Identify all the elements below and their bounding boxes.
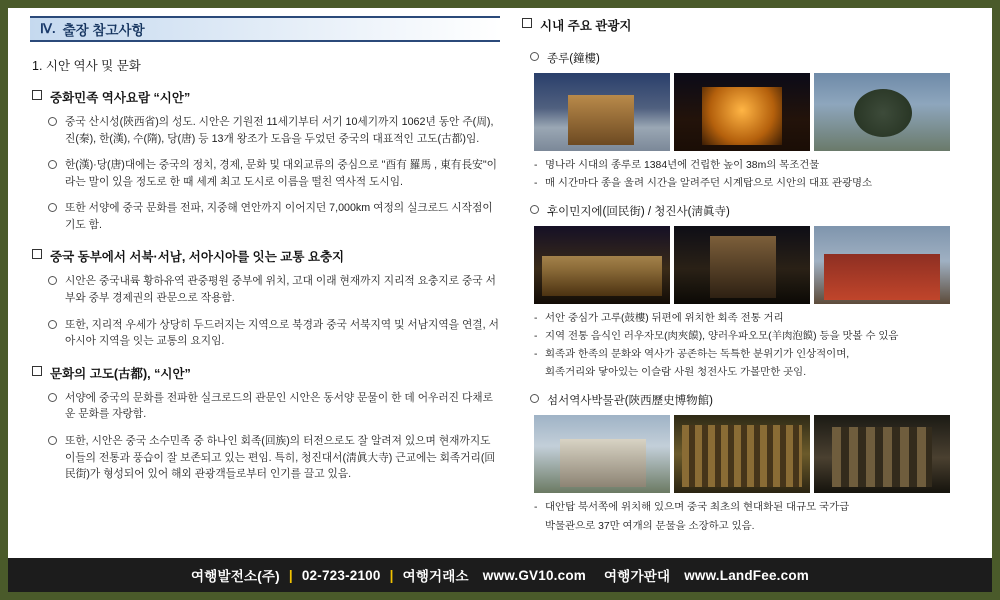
footer-separator: | [288, 567, 293, 583]
dash-bullet-icon [534, 365, 545, 380]
attraction-note [534, 158, 982, 173]
square-bullet-icon [32, 249, 42, 259]
attractions-heading [522, 16, 982, 34]
dash-bullet-icon [534, 519, 545, 534]
museum-building-photo [534, 415, 670, 493]
list-item-text: 또한, 지리적 우세가 상당히 두드러지는 지역으로 북경과 중국 서북지역 및 서남지역을 연결, 서아시아 지역을 잇는 교통의 요지임. [65, 318, 499, 348]
attractions-heading-label: 시내 주요 관광지 [540, 19, 632, 33]
list-item-text: 또한 서양에 중국 문화를 전파, 지중해 연안까지 이어지던 7,000km 여정의 실크로드 시작점이기도 함. [65, 202, 493, 231]
attraction-title-label: 후이민지에(回民街) / 청진사(淸眞寺) [547, 206, 730, 219]
bell-tower-aerial-photo [814, 73, 950, 151]
circle-bullet-icon [48, 320, 57, 329]
group-heading-3-label: 문화의 고도(古都), “시안” [50, 366, 191, 381]
attraction-photo-row [534, 415, 982, 493]
museum-exhibit-photo [814, 415, 950, 493]
dash-bullet-icon: - [534, 178, 538, 190]
attraction-title [530, 392, 982, 408]
attraction-note [534, 329, 982, 344]
great-mosque-pagoda-photo [674, 226, 810, 304]
page-subheading: 1. 시안 역사 및 문화 [32, 59, 141, 73]
square-bullet-icon [32, 366, 42, 376]
bell-tower-night-photo [674, 73, 810, 151]
dash-bullet-icon: - [534, 502, 538, 514]
list-item [48, 390, 500, 423]
dash-bullet-icon: - [534, 313, 538, 325]
attraction-note [534, 176, 982, 191]
list-item [48, 433, 500, 483]
section-title: 출장 참고사항 [62, 23, 145, 38]
footer-separator: | [389, 567, 394, 583]
terracotta-warriors-photo [674, 415, 810, 493]
attraction-note [534, 365, 982, 380]
footer-url-2[interactable]: www.LandFee.com [684, 567, 809, 583]
attraction-note-text: 매 시간마다 종을 울려 시간을 알려주던 시계탑으로 시안의 대표 관광명소 [545, 178, 873, 190]
circle-bullet-icon [530, 52, 539, 61]
list-item-text: 서양에 중국의 문화를 전파한 실크로드의 관문인 시안은 동서양 문물이 한 데 어우러진 다채로운 문화를 자랑함. [65, 391, 493, 421]
group-heading-2-label: 중국 동부에서 서북·서남, 서아시아를 잇는 교통 요충지 [50, 250, 345, 265]
dash-bullet-icon: - [534, 331, 538, 343]
circle-bullet-icon [48, 160, 57, 169]
muslim-street-photo [534, 226, 670, 304]
attraction-title-label: 섬서역사박물관(陝西歷史博物館) [547, 395, 713, 408]
mosque-gate-photo [814, 226, 950, 304]
footer-company: 여행발전소(주) [191, 569, 280, 584]
attraction-note [534, 311, 982, 326]
footer-label-2: 여행가판대 [603, 569, 671, 584]
attraction-note-text: 회족과 한족의 문화와 역사가 공존하는 독특한 분위기가 인상적이며, [545, 349, 850, 361]
attraction-title [530, 203, 982, 219]
attraction-item [520, 392, 982, 533]
attraction-note [534, 347, 982, 362]
attraction-note-text: 지역 전통 음식인 러우자모(肉夾饃), 양러우파오모(羊肉泡饃) 등을 맛볼 수 있음 [545, 331, 899, 343]
footer-url-1[interactable]: www.GV10.com [482, 567, 586, 583]
footer-phone: 02-723-2100 [301, 567, 381, 583]
square-bullet-icon [32, 90, 42, 100]
attraction-note [534, 519, 982, 534]
right-column [520, 16, 982, 562]
section-header-bar [30, 16, 500, 42]
circle-bullet-icon [48, 276, 57, 285]
attraction-photo-row [534, 73, 982, 151]
attraction-title-label: 종루(鐘樓) [547, 53, 600, 65]
attraction-note-text: 서안 중심가 고루(鼓樓) 뒤편에 위치한 회족 전통 거리 [545, 313, 784, 325]
attraction-note-text: 회족거리와 닿아있는 이슬람 사원 청전사도 가볼만한 곳임. [545, 367, 807, 379]
attraction-note-text: 대안탑 북서쪽에 위치해 있으며 중국 최초의 현대화된 대규모 국가급 [545, 502, 850, 514]
circle-bullet-icon [48, 436, 57, 445]
list-item [48, 157, 500, 190]
list-item-text: 중국 산시성(陝西省)의 성도. 시안은 기원전 11세기부터 서기 10세기까지 1062년 동안 주(周), 진(秦), 한(漢), 수(隋), 당(唐) 등 13개 왕조가 도읍을 두었던 중국의 대표적인 고도(古都)임. [65, 116, 494, 145]
slide-page [8, 8, 992, 592]
square-bullet-icon [522, 18, 532, 28]
dash-bullet-icon: - [534, 349, 538, 361]
group-heading-2 [32, 247, 500, 265]
list-item-text: 한(漢)·당(唐)대에는 중국의 정치, 경제, 문화 및 대외교류의 중심으로 "酉有 羅馬 , 東有長安"이라는 말이 있을 정도로 한 때 세계 최고 도시로 이름을 떨친 역사적 도시임. [65, 159, 497, 188]
list-item [48, 273, 500, 306]
circle-bullet-icon [48, 203, 57, 212]
group-heading-1 [32, 88, 500, 106]
footer-label-1: 여행거래소 [402, 569, 469, 584]
left-column [30, 16, 500, 562]
circle-bullet-icon [530, 205, 539, 214]
group-heading-3 [32, 364, 500, 382]
bell-tower-day-photo [534, 73, 670, 151]
list-item [48, 114, 500, 147]
circle-bullet-icon [530, 394, 539, 403]
attraction-note-text: 명나라 시대의 종루로 1384년에 건립한 높이 38m의 목조건물 [545, 160, 820, 171]
attraction-title [530, 50, 982, 66]
footer-bar [8, 558, 992, 592]
attraction-photo-row [534, 226, 982, 304]
section-roman-numeral: Ⅳ. [40, 21, 56, 36]
group-heading-1-label: 중화민족 역사요람 “시안” [50, 91, 191, 105]
attraction-item [520, 50, 982, 191]
list-item-text: 시안은 중국내륙 황하유역 관중평원 중부에 위치, 고대 이래 현재까지 지리적 요충지로 중국 서부와 중부 경제권의 관문으로 작용함. [65, 275, 496, 305]
circle-bullet-icon [48, 117, 57, 126]
attraction-note [534, 500, 982, 515]
list-item [48, 200, 500, 233]
attraction-note-text: 박물관으로 37만 여개의 문물을 소장하고 있음. [545, 520, 755, 532]
dash-bullet-icon: - [534, 160, 538, 171]
list-item [48, 317, 500, 350]
list-item-text: 또한, 시안은 중국 소수민족 중 하나인 회족(回族)의 터전으로도 잘 알려져 있으며 현재까지도 이들의 전통과 풍습이 잘 보존되고 있는 편임. 특히, 청진대서(淸眞大寺) 근교에는 회족거리(回民街)가 형성되어 있어 해외 관광객들로부터 인기를 끌고 있음. [65, 434, 496, 481]
attraction-item [520, 203, 982, 380]
circle-bullet-icon [48, 393, 57, 402]
